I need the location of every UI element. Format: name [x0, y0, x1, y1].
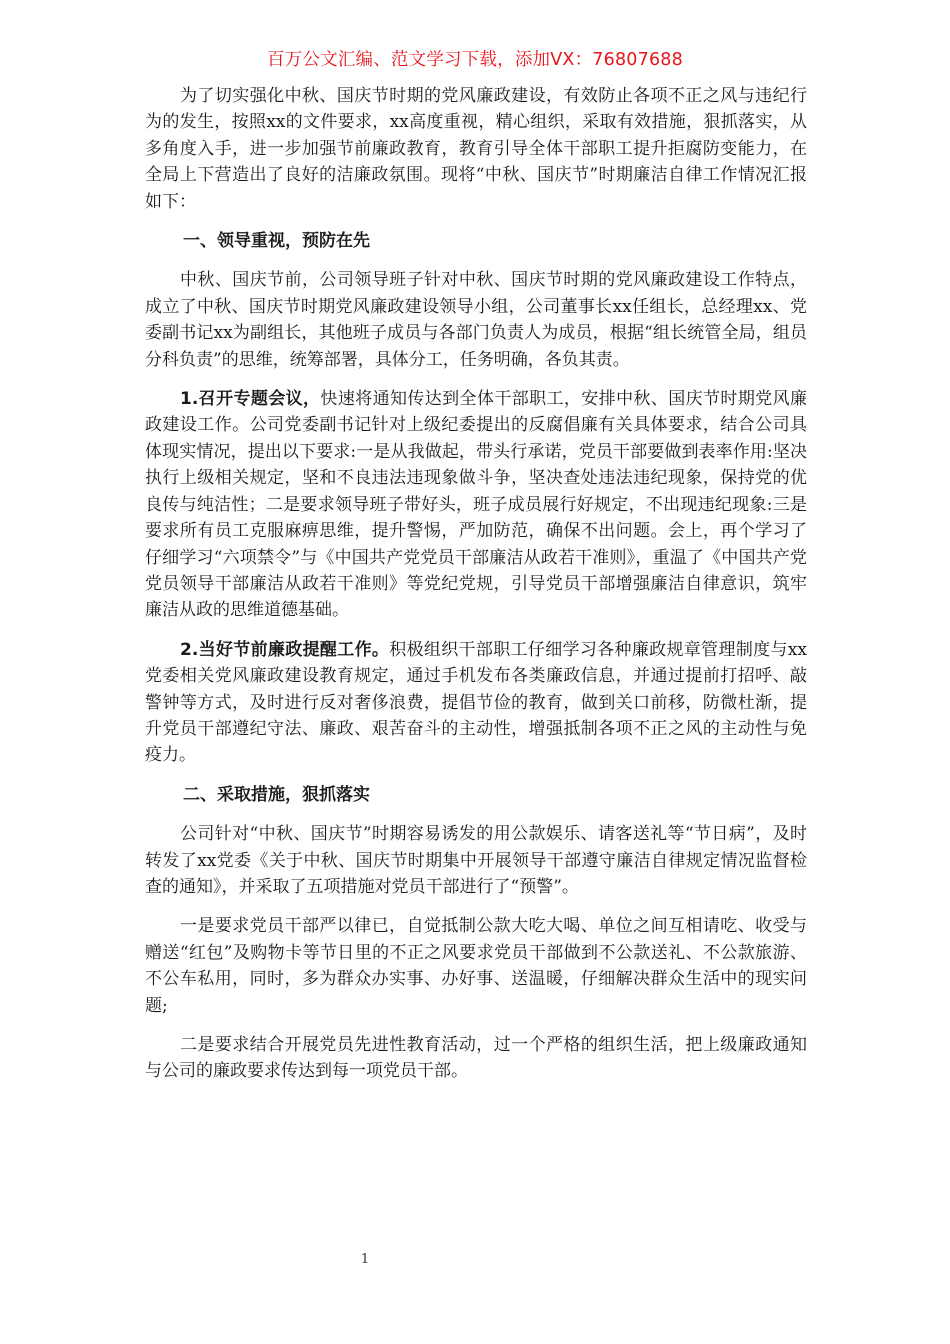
section-2-paragraph: 公司针对“中秋、国庆节”时期容易诱发的用公款娱乐、请客送礼等“节日病”，及时转发了xx党委《关于中秋、国庆节时期集中开展领导干部遵守廉洁自律规定情况监督检查的通知》，并采取了五项措施对党员干部进行了“预警”。: [145, 824, 807, 897]
section-heading-2: 二、采取措施，狠抓落实: [183, 784, 370, 805]
item-2-text: 积极组织干部职工仔细学习各种廉政规章管理制度与xx党委相关党风廉政建设教育规定，通过手机发布各类廉政信息，并通过提前打招呼、敲警钟等方式，及时进行反对奢侈浪费，提倡节俭的教育，做到关口前移，防微杜渐，提升党员干部遵纪守法、廉政、艰苦奋斗的主动性，增强抵制各项不正之风的主动性与免疫力。: [145, 639, 807, 766]
section-1-paragraph: 中秋、国庆节前，公司领导班子针对中秋、国庆节时期的党风廉政建设工作特点，成立了中秋、国庆节时期党风廉政建设领导小组，公司董事长xx任组长，总经理xx、党委副书记xx为副组长，其他班子成员与各部门负责人为成员，根据“组长统管全局，组员分科负责”的思维，统筹部署，具体分工，任务明确，各负其责。: [145, 270, 807, 370]
measure-1-paragraph: 一是要求党员干部严以律已，自觉抵制公款大吃大喝、单位之间互相请吃、收受与赠送“红包”及购物卡等节日里的不正之风要求党员干部做到不公款送礼、不公款旅游、不公车私用，同时，多为群众办实事、办好事、送温暖，仔细解决群众生活中的现实问题;: [145, 916, 807, 1016]
item-2-paragraph: [145, 637, 807, 769]
section-heading-1: 一、领导重视，预防在先: [183, 231, 370, 252]
document-body: [145, 83, 807, 1098]
item-1-paragraph: [145, 386, 807, 624]
item-1-lead: 1.召开专题会议，: [180, 389, 321, 410]
item-2-lead: 2.当好节前廉政提醒工作。: [180, 639, 390, 660]
item-1-text: 快速将通知传达到全体干部职工，安排中秋、国庆节时期党风廉政建设工作。公司党委副书记针对上级纪委提出的反腐倡廉有关具体要求，结合公司具体现实情况，提出以下要求:一是从我做起，带头行承诺，党员干部要做到表率作用:坚决执行上级相关规定，坚和不良违法违现象做斗争，坚决查处违法违纪现象，保持党的优良传与纯洁性；二是要求领导班子带好头，班子成员展行好规定，不出现违纪现象:三是要求所有员工克服麻痹思维，提升警惕，严加防范，确保不出问题。会上，再个学习了仔细学习“六项禁令”与《中国共产党党员干部廉洁从政若干准则》，重温了《中国共产党党员领导干部廉洁从政若干准则》等党纪党规，引导党员干部增强廉洁自律意识，筑牢廉洁从政的思维道德基础。: [145, 389, 807, 621]
intro-paragraph: 为了切实强化中秋、国庆节时期的党风廉政建设，有效防止各项不正之风与违纪行为的发生，按照xx的文件要求，xx高度重视，精心组织，采取有效措施，狠抓落实，从多角度入手，进一步加强节前廉政教育，教育引导全体干部职工提升拒腐防变能力，在全局上下营造出了良好的洁廉政氛围。现将“中秋、国庆节”时期廉洁自律工作情况汇报如下：: [145, 86, 807, 212]
page-number: 1: [360, 1252, 370, 1267]
header-banner: 百万公文汇编、范文学习下载，添加VX：76807688: [267, 50, 683, 70]
measure-2-paragraph: 二是要求结合开展党员先进性教育活动，过一个严格的组织生活，把上级廉政通知与公司的廉政要求传达到每一项党员干部。: [145, 1035, 807, 1082]
